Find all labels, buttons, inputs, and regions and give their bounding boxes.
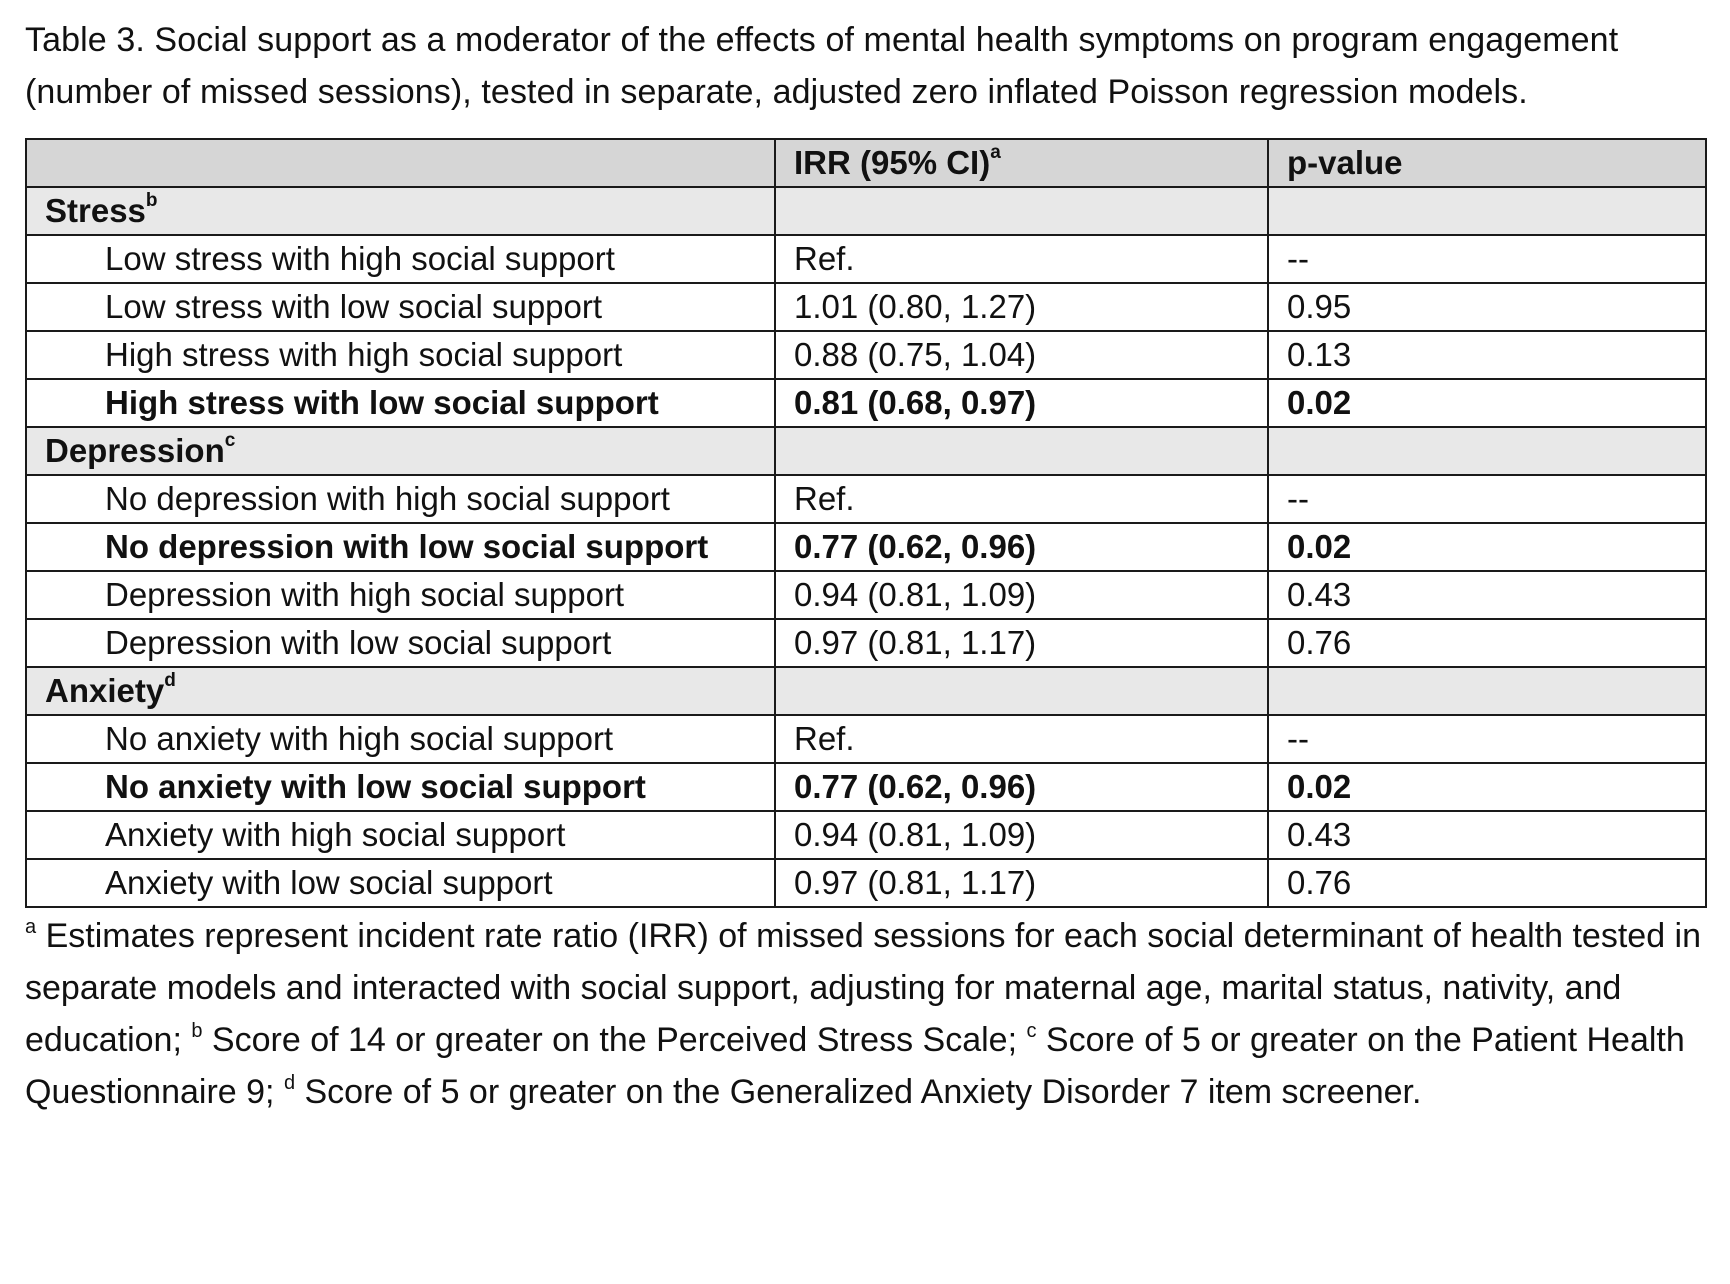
table-row <box>26 379 1706 427</box>
row-pvalue-cell: 0.76 <box>1268 619 1706 667</box>
table-row <box>26 331 1706 379</box>
row-irr-cell: 1.01 (0.80, 1.27) <box>775 283 1268 331</box>
row-irr-cell: Ref. <box>775 715 1268 763</box>
table-row <box>26 859 1706 907</box>
section-title-cell <box>26 667 775 715</box>
table-row <box>26 283 1706 331</box>
row-label-cell: Depression with low social support <box>26 619 775 667</box>
row-label-cell: No anxiety with high social support <box>26 715 775 763</box>
row-label-cell: Low stress with low social support <box>26 283 775 331</box>
row-irr-cell: Ref. <box>775 475 1268 523</box>
row-pvalue-cell: 0.43 <box>1268 811 1706 859</box>
row-pvalue-cell: -- <box>1268 235 1706 283</box>
row-pvalue-cell: 0.02 <box>1268 379 1706 427</box>
row-pvalue-cell: 0.76 <box>1268 859 1706 907</box>
row-label-cell: No depression with high social support <box>26 475 775 523</box>
section-title-superscript: b <box>145 190 158 211</box>
section-row-stress <box>26 187 1706 235</box>
footnote-text-b: Score of 14 or greater on the Perceived Stress Scale; <box>202 1021 1027 1059</box>
row-pvalue-cell: -- <box>1268 715 1706 763</box>
section-title: Stress <box>45 192 146 229</box>
row-label-cell: Anxiety with high social support <box>26 811 775 859</box>
table-row <box>26 571 1706 619</box>
row-irr-cell: 0.88 (0.75, 1.04) <box>775 331 1268 379</box>
row-irr-cell: 0.77 (0.62, 0.96) <box>775 523 1268 571</box>
row-label-cell: High stress with low social support <box>26 379 775 427</box>
section-empty-irr-cell <box>775 187 1268 235</box>
section-row-depression <box>26 427 1706 475</box>
table-row <box>26 715 1706 763</box>
footnote-superscript-d: d <box>283 1071 296 1094</box>
row-label-cell: High stress with high social support <box>26 331 775 379</box>
section-row-anxiety <box>26 667 1706 715</box>
section-title-cell <box>26 187 775 235</box>
row-pvalue-cell: 0.95 <box>1268 283 1706 331</box>
row-label-cell: No depression with low social support <box>26 523 775 571</box>
table-caption: Table 3. Social support as a moderator of the effects of mental health symptoms on program engagement (number of missed sessions), tested in separate, adjusted zero inflated Poisson regression models. <box>25 21 1619 111</box>
section-empty-pvalue-cell <box>1268 667 1706 715</box>
section-empty-irr-cell <box>775 427 1268 475</box>
row-irr-cell: 0.94 (0.81, 1.09) <box>775 571 1268 619</box>
section-title: Anxiety <box>45 672 165 709</box>
footnote-text-a: Estimates represent incident rate ratio (IRR) of missed sessions for each social determinant of health tested in separate models and interacted with social support, adjusting for maternal age, marital status, nativity, and education; <box>25 917 1702 1059</box>
header-irr-superscript: a <box>990 142 1001 163</box>
document-page <box>25 14 1705 1118</box>
section-empty-irr-cell <box>775 667 1268 715</box>
footnote-superscript-b: b <box>191 1019 203 1042</box>
row-pvalue-cell: 0.13 <box>1268 331 1706 379</box>
row-label-cell: Anxiety with low social support <box>26 859 775 907</box>
row-pvalue-cell: 0.02 <box>1268 523 1706 571</box>
row-pvalue-cell: -- <box>1268 475 1706 523</box>
section-title: Depression <box>45 432 225 469</box>
row-irr-cell: 0.94 (0.81, 1.09) <box>775 811 1268 859</box>
table-header-row <box>26 139 1706 187</box>
header-irr-text: IRR (95% CI) <box>794 144 991 181</box>
table-row <box>26 619 1706 667</box>
header-pvalue-cell: p-value <box>1268 139 1706 187</box>
table-body <box>26 187 1706 907</box>
section-empty-pvalue-cell <box>1268 427 1706 475</box>
table-row <box>26 523 1706 571</box>
section-title-superscript: c <box>224 430 236 451</box>
row-irr-cell: 0.81 (0.68, 0.97) <box>775 379 1268 427</box>
results-table <box>25 138 1707 908</box>
section-empty-pvalue-cell <box>1268 187 1706 235</box>
row-irr-cell: 0.97 (0.81, 1.17) <box>775 859 1268 907</box>
row-label-cell: Depression with high social support <box>26 571 775 619</box>
header-label-cell <box>26 139 775 187</box>
row-irr-cell: 0.97 (0.81, 1.17) <box>775 619 1268 667</box>
section-title-superscript: d <box>164 670 176 691</box>
row-irr-cell: Ref. <box>775 235 1268 283</box>
section-title-cell <box>26 427 775 475</box>
table-row <box>26 235 1706 283</box>
footnote-text-d: Score of 5 or greater on the Generalized Anxiety Disorder 7 item screener. <box>295 1073 1422 1111</box>
row-irr-cell: 0.77 (0.62, 0.96) <box>775 763 1268 811</box>
header-irr-cell <box>775 139 1268 187</box>
row-label-cell: No anxiety with low social support <box>26 763 775 811</box>
footnote-superscript-a: a <box>25 915 37 938</box>
row-pvalue-cell: 0.43 <box>1268 571 1706 619</box>
table-row <box>26 475 1706 523</box>
row-label-cell: Low stress with high social support <box>26 235 775 283</box>
table-row <box>26 811 1706 859</box>
table-row <box>26 763 1706 811</box>
footnote-text-c: Score of 5 or greater on the Patient Health Questionnaire 9; <box>25 1021 1685 1111</box>
table-footnote <box>25 910 1705 1118</box>
footnote-superscript-c: c <box>1026 1019 1037 1042</box>
row-pvalue-cell: 0.02 <box>1268 763 1706 811</box>
